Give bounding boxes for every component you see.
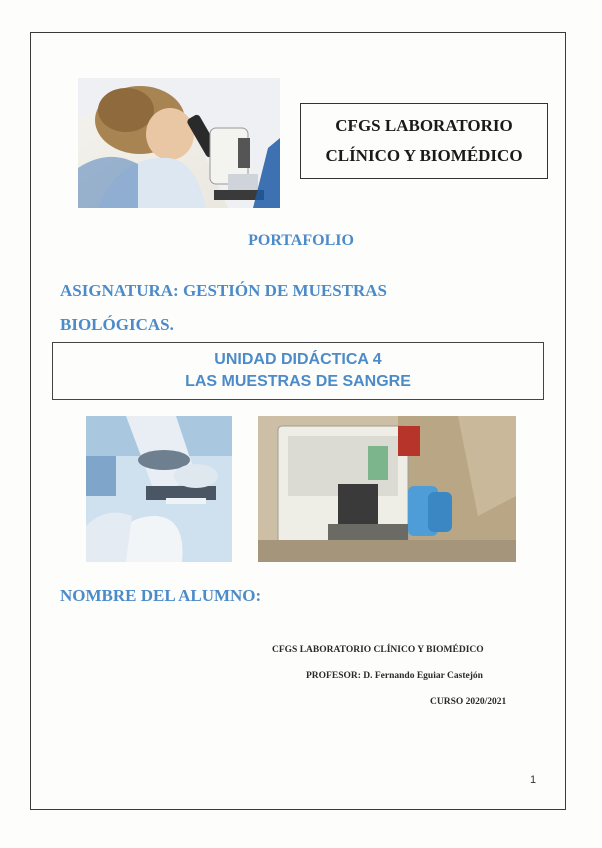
microscope-photo xyxy=(78,78,280,208)
footer-course: CURSO 2020/2021 xyxy=(430,697,507,707)
unit-box xyxy=(52,342,544,400)
lab-equipment-photo xyxy=(258,416,516,562)
subject-heading xyxy=(60,274,520,342)
subject-line1: ASIGNATURA: GESTIÓN DE MUESTRAS xyxy=(60,281,387,300)
program-title-line1: CFGS LABORATORIO xyxy=(335,116,513,135)
unit-number: UNIDAD DIDÁCTICA 4 xyxy=(214,351,382,368)
page-number: 1 xyxy=(530,774,537,786)
document-title: PORTAFOLIO xyxy=(248,232,354,249)
student-name-label: NOMBRE DEL ALUMNO: xyxy=(60,586,262,605)
program-title-box xyxy=(300,103,548,179)
unit-title: LAS MUESTRAS DE SANGRE xyxy=(185,373,411,390)
subject-line2: BIOLÓGICAS. xyxy=(60,315,174,334)
microscope-closeup-photo xyxy=(86,416,232,562)
program-title-line2: CLÍNICO Y BIOMÉDICO xyxy=(325,146,523,165)
footer-teacher: PROFESOR: D. Fernando Eguiar Castejón xyxy=(306,671,483,681)
footer-program: CFGS LABORATORIO CLÍNICO Y BIOMÉDICO xyxy=(272,645,484,655)
